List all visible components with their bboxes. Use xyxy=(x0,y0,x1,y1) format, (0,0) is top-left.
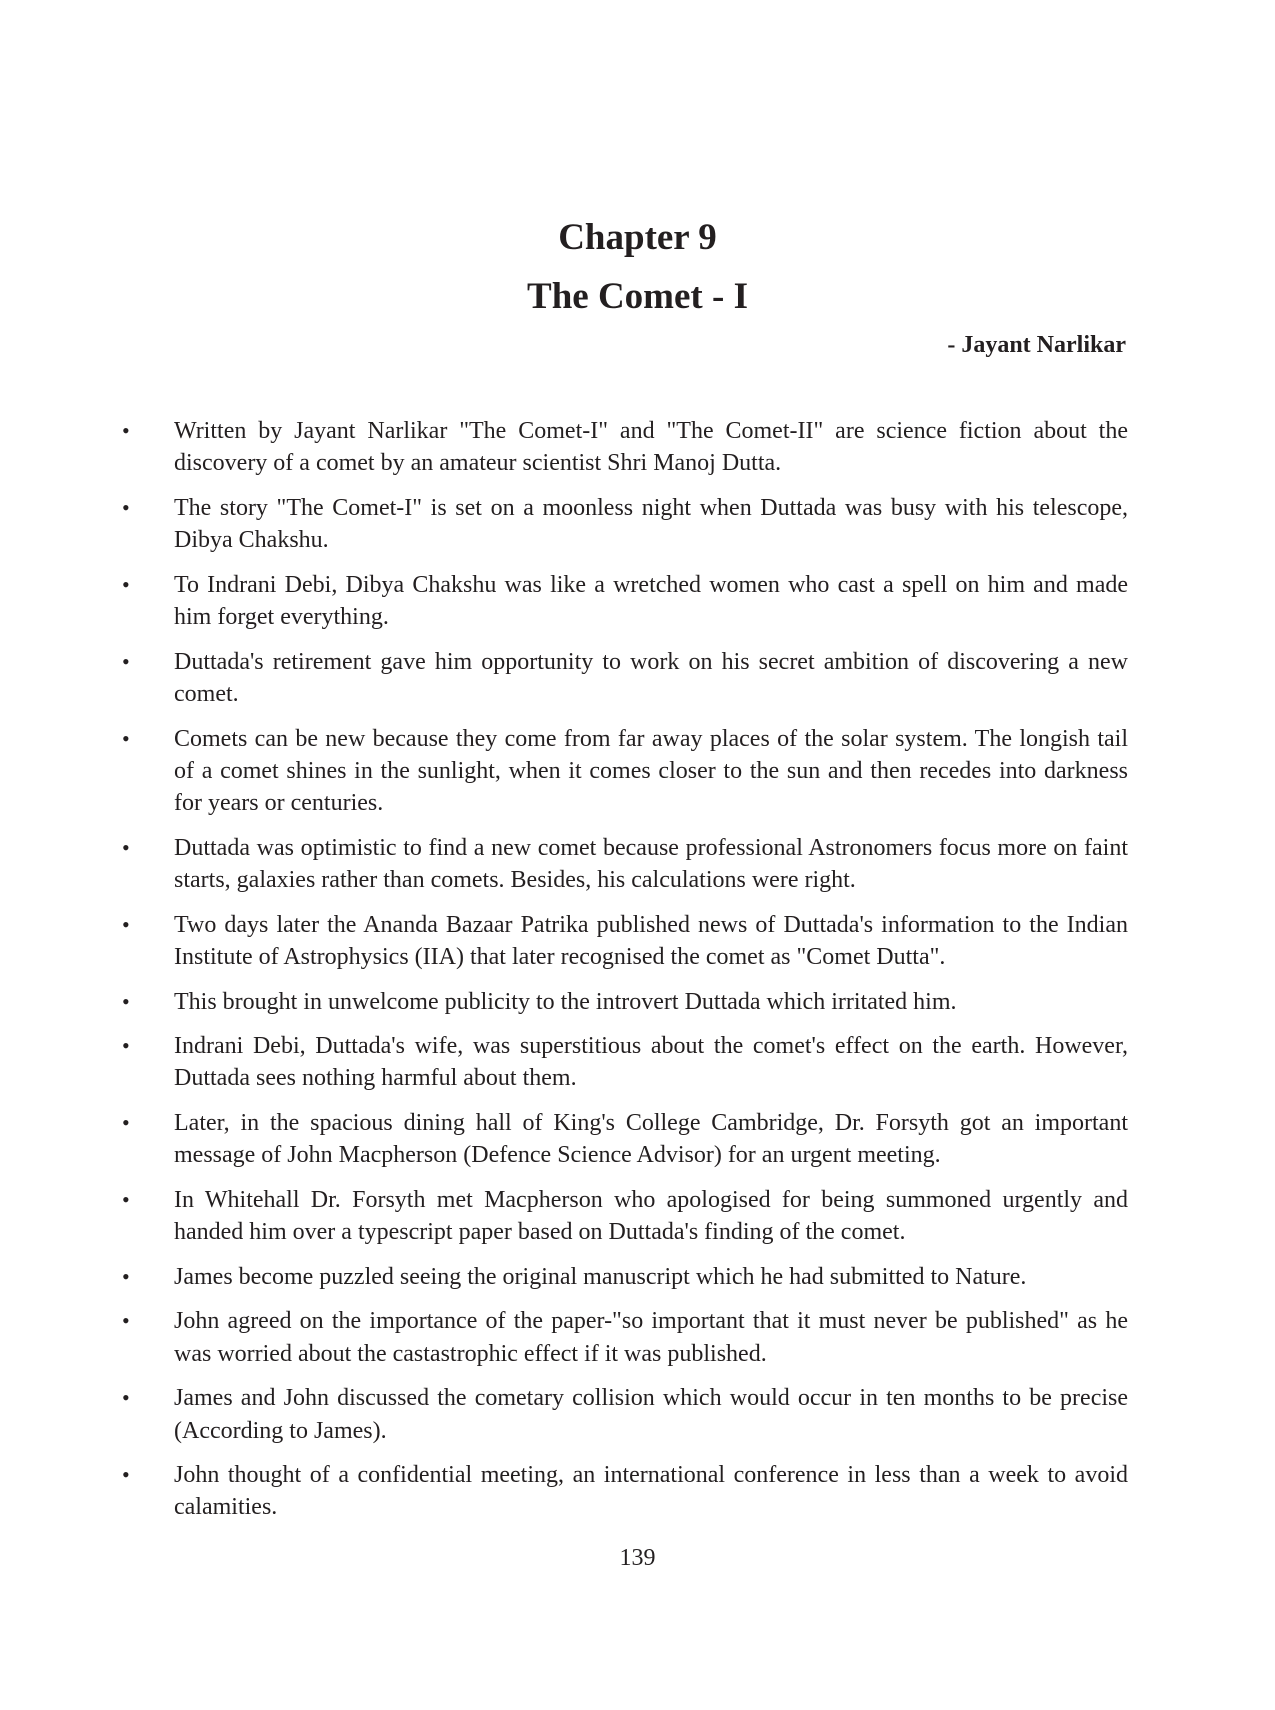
bullet-point xyxy=(116,1305,1128,1370)
bullet-icon: • xyxy=(122,1263,130,1289)
bullet-point xyxy=(116,723,1128,820)
bullet-icon: • xyxy=(122,571,130,597)
bullet-text: Duttada was optimistic to find a new comet because professional Astronomers focus more on faint starts, galaxies rather than comets. Besides, his calculations were right. xyxy=(174,834,1128,894)
bullet-text: Two days later the Ananda Bazaar Patrika published news of Duttada's information to the Indian Institute of Astrophysics (IIA) that later recognised the comet as "Comet Dutta". xyxy=(174,911,1128,970)
bullet-icon: • xyxy=(122,1186,130,1212)
bullet-point xyxy=(116,986,1128,1018)
bullet-icon: • xyxy=(122,1308,130,1334)
chapter-number: Chapter 9 xyxy=(558,217,717,258)
bullet-icon: • xyxy=(122,834,130,860)
bullet-point xyxy=(116,1184,1128,1249)
author-byline: - Jayant Narlikar xyxy=(947,332,1126,358)
bullet-point xyxy=(116,909,1128,974)
bullet-text: John agreed on the importance of the paper-"so important that it must never be published" as he was worried about the castastrophic effect if it was published. xyxy=(174,1308,1128,1367)
bullet-text: James become puzzled seeing the original manuscript which he had submitted to Nature. xyxy=(174,1263,1027,1290)
bullet-text: This brought in unwelcome publicity to the introvert Duttada which irritated him. xyxy=(174,988,957,1015)
bullet-text: To Indrani Debi, Dibya Chakshu was like a wretched women who cast a spell on him and made him forget everything. xyxy=(174,571,1128,631)
bullet-icon: • xyxy=(122,911,130,937)
bullet-text: Indrani Debi, Duttada's wife, was superstitious about the comet's effect on the earth. However, Duttada sees nothing harmful about them. xyxy=(174,1033,1128,1092)
bullet-point xyxy=(116,1030,1128,1095)
bullet-icon: • xyxy=(122,988,130,1014)
bullet-point xyxy=(116,1261,1128,1293)
bullet-icon: • xyxy=(122,418,130,443)
bullet-point xyxy=(116,569,1128,634)
summary-bullet-list xyxy=(116,415,1128,1536)
bullet-text: Later, in the spacious dining hall of King's College Cambridge, Dr. Forsyth got an important message of John Macpherson (Defence Science Advisor) for an urgent meeting. xyxy=(174,1110,1128,1169)
bullet-point xyxy=(116,646,1128,711)
bullet-icon: • xyxy=(122,1385,130,1411)
bullet-point xyxy=(116,1382,1128,1447)
bullet-icon: • xyxy=(122,1110,130,1136)
bullet-point xyxy=(116,1107,1128,1172)
bullet-text: Comets can be new because they come from far away places of the solar system. The longish tail of a comet shines in the sunlight, when it comes closer to the sun and then recedes into darkness for years or centuries. xyxy=(174,725,1128,817)
bullet-icon: • xyxy=(122,648,130,674)
bullet-icon: • xyxy=(122,1462,130,1488)
bullet-icon: • xyxy=(122,725,130,751)
bullet-text: The story "The Comet-I" is set on a moonless night when Duttada was busy with his telescope, Dibya Chakshu. xyxy=(174,494,1128,554)
bullet-text: In Whitehall Dr. Forsyth met Macpherson who apologised for being summoned urgently and handed him over a typescript paper based on Duttada's finding of the comet. xyxy=(174,1186,1128,1246)
bullet-point xyxy=(116,1459,1128,1524)
bullet-point xyxy=(116,415,1128,480)
bullet-icon: • xyxy=(122,494,130,520)
bullet-point xyxy=(116,492,1128,557)
bullet-text: Duttada's retirement gave him opportunity to work on his secret ambition of discovering a new comet. xyxy=(174,648,1128,707)
bullet-text: James and John discussed the cometary collision which would occur in ten months to be precise (According to James). xyxy=(174,1385,1128,1444)
bullet-text: Written by Jayant Narlikar "The Comet-I" and "The Comet-II" are science fiction about the discovery of a comet by an amateur scientist Shri Manoj Dutta. xyxy=(174,418,1128,477)
chapter-title: The Comet - I xyxy=(527,276,748,317)
page-number: 139 xyxy=(619,1545,656,1571)
bullet-icon: • xyxy=(122,1033,130,1059)
bullet-text: John thought of a confidential meeting, an international conference in less than a week to avoid calamities. xyxy=(174,1462,1128,1521)
bullet-point xyxy=(116,832,1128,897)
